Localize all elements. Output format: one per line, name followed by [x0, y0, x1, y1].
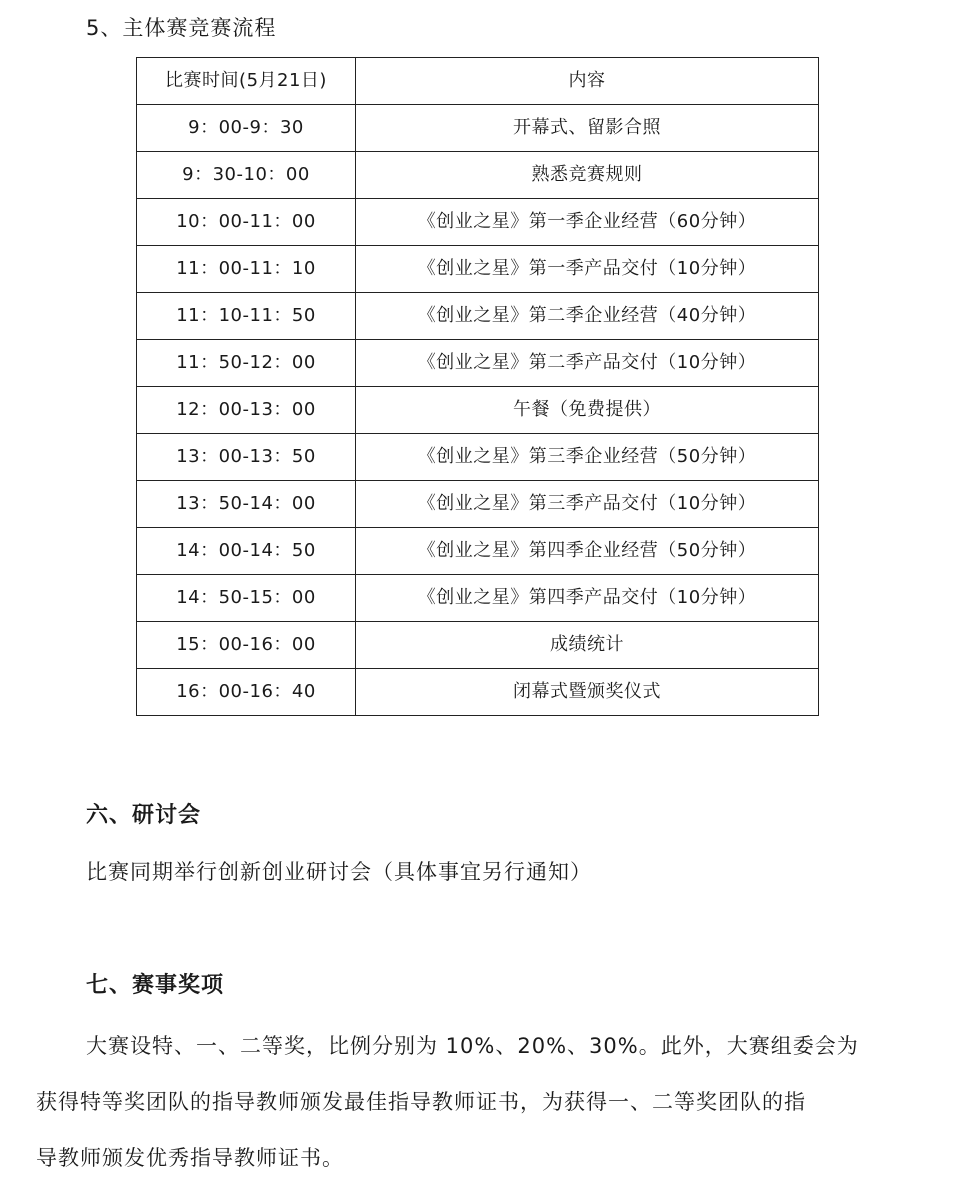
section-5-title: 5、主体赛竞赛流程: [86, 16, 277, 40]
time-cell: 14：00-14：50: [137, 528, 356, 575]
header-content: 内容: [356, 58, 819, 105]
table-row: [137, 293, 819, 340]
time-cell: 15：00-16：00: [137, 622, 356, 669]
table-row: [137, 105, 819, 152]
content-cell: 《创业之星》第四季产品交付（10分钟）: [356, 575, 819, 622]
content-cell: 成绩统计: [356, 622, 819, 669]
table-row: [137, 387, 819, 434]
time-cell: 11：50-12：00: [137, 340, 356, 387]
table-row: [137, 575, 819, 622]
section-7-line-3: 导教师颁发优秀指导教师证书。: [36, 1146, 344, 1170]
table-row: [137, 434, 819, 481]
table-row: [137, 622, 819, 669]
time-cell: 11：00-11：10: [137, 246, 356, 293]
header-time: 比赛时间(5月21日): [137, 58, 356, 105]
content-cell: 《创业之星》第四季企业经营（50分钟）: [356, 528, 819, 575]
section-7-heading: 七、赛事奖项: [86, 973, 225, 998]
table-header-row: [137, 58, 819, 105]
content-cell: 《创业之星》第三季企业经营（50分钟）: [356, 434, 819, 481]
content-cell: 《创业之星》第一季企业经营（60分钟）: [356, 199, 819, 246]
content-cell: 午餐（免费提供）: [356, 387, 819, 434]
competition-schedule-table: [136, 57, 819, 716]
section-6-heading: 六、研讨会: [86, 803, 202, 828]
time-cell: 10：00-11：00: [137, 199, 356, 246]
time-cell: 14：50-15：00: [137, 575, 356, 622]
table-row: [137, 481, 819, 528]
content-cell: 闭幕式暨颁奖仪式: [356, 669, 819, 716]
table-row: [137, 340, 819, 387]
content-cell: 开幕式、留影合照: [356, 105, 819, 152]
table-row: [137, 528, 819, 575]
content-cell: 《创业之星》第三季产品交付（10分钟）: [356, 481, 819, 528]
content-cell: 熟悉竞赛规则: [356, 152, 819, 199]
section-6-text: 比赛同期举行创新创业研讨会（具体事宜另行通知）: [86, 860, 592, 884]
content-cell: 《创业之星》第一季产品交付（10分钟）: [356, 246, 819, 293]
time-cell: 9：00-9：30: [137, 105, 356, 152]
time-cell: 13：00-13：50: [137, 434, 356, 481]
content-cell: 《创业之星》第二季产品交付（10分钟）: [356, 340, 819, 387]
section-7-line-1: 大赛设特、一、二等奖，比例分别为 10%、20%、30%。此外，大赛组委会为: [86, 1034, 859, 1058]
time-cell: 13：50-14：00: [137, 481, 356, 528]
table-row: [137, 199, 819, 246]
time-cell: 12：00-13：00: [137, 387, 356, 434]
time-cell: 16：00-16：40: [137, 669, 356, 716]
content-cell: 《创业之星》第二季企业经营（40分钟）: [356, 293, 819, 340]
table-row: [137, 669, 819, 716]
section-7-line-2: 获得特等奖团队的指导教师颁发最佳指导教师证书，为获得一、二等奖团队的指: [36, 1090, 806, 1114]
table-row: [137, 246, 819, 293]
table-row: [137, 152, 819, 199]
time-cell: 11：10-11：50: [137, 293, 356, 340]
time-cell: 9：30-10：00: [137, 152, 356, 199]
